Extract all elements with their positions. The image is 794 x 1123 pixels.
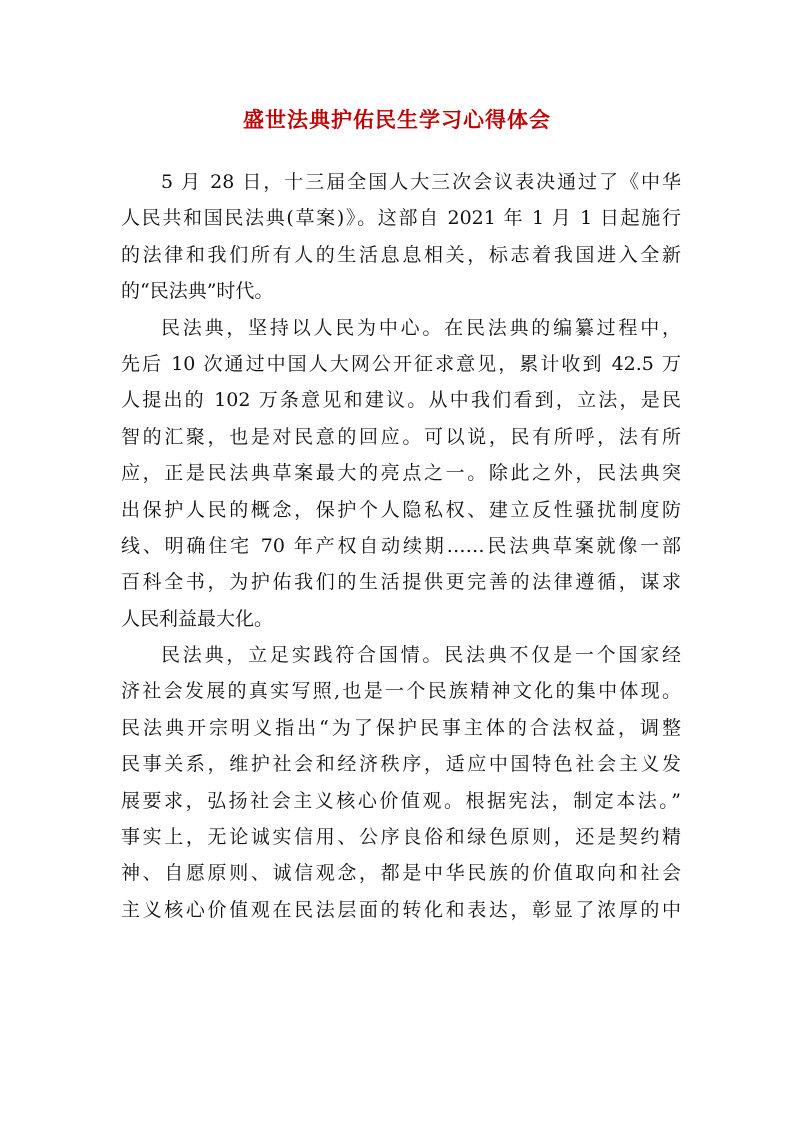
text-line: 线、明确住宅 70 年产权自动续期……民法典草案就像一部	[121, 534, 681, 557]
text-line: 人提出的 102 万条意见和建议。从中我们看到，立法，是民	[121, 389, 681, 412]
text-line: 智的汇聚，也是对民意的回应。可以说，民有所呼，法有所	[121, 425, 681, 448]
text-line: 民事关系，维护社会和经济秩序，适应中国特色社会主义发	[121, 753, 681, 776]
text-line: 的“民法典”时代。	[121, 280, 274, 303]
text-line: 出保护人民的概念，保护个人隐私权、建立反性骚扰制度防	[121, 498, 681, 521]
document-title: 盛世法典护佑民生学习心得体会	[243, 107, 551, 132]
text-line: 先后 10 次通过中国人大网公开征求意见，累计收到 42.5 万	[121, 352, 681, 375]
document-body	[121, 164, 681, 928]
text-line: 神、自愿原则、诚信观念，都是中华民族的价值取向和社会	[121, 862, 681, 885]
text-line: 民法典，坚持以人民为中心。在民法典的编纂过程中，	[161, 316, 681, 339]
text-line: 的法律和我们所有人的生活息息相关，标志着我国进入全新	[121, 243, 681, 266]
text-line: 民法典开宗明义指出“为了保护民事主体的合法权益，调整	[121, 716, 681, 739]
text-line: 人民利益最大化。	[121, 607, 274, 630]
text-line: 人民共和国民法典(草案)》。这部自 2021 年 1 月 1 日起施行	[121, 207, 681, 230]
text-line: 主义核心价值观在民法层面的转化和表达，彰显了浓厚的中	[121, 898, 681, 921]
text-line: 展要求，弘扬社会主义核心价值观。根据宪法，制定本法。”	[121, 789, 681, 812]
text-line: 应，正是民法典草案最大的亮点之一。除此之外，民法典突	[121, 462, 681, 485]
text-line: 民法典，立足实践符合国情。民法典不仅是一个国家经	[161, 644, 681, 667]
text-line: 事实上，无论诚实信用、公序良俗和绿色原则，还是契约精	[121, 826, 681, 849]
text-line: 5 月 28 日，十三届全国人大三次会议表决通过了《中华	[161, 171, 681, 193]
text-line: 济社会发展的真实写照,也是一个民族精神文化的集中体现。	[121, 680, 681, 703]
text-line: 百科全书，为护佑我们的生活提供更完善的法律遵循，谋求	[121, 571, 681, 594]
